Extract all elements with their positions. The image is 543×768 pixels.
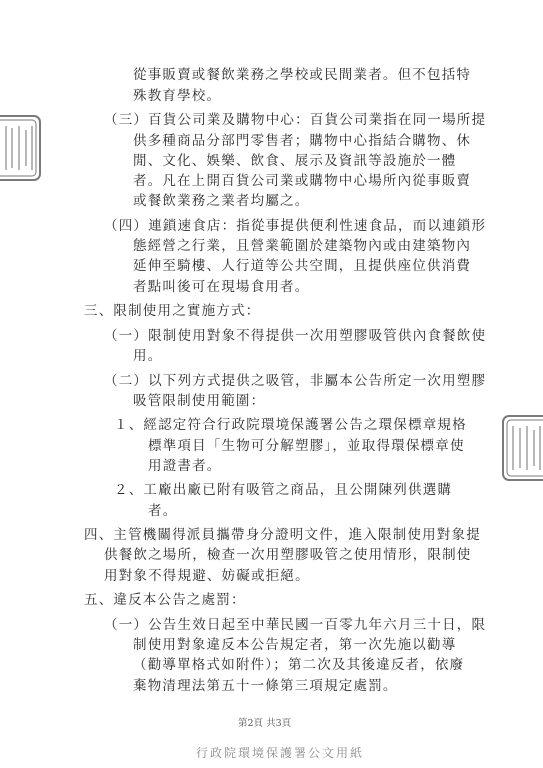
text-line: １、經認定符合行政院環境保護署公告之環保標章規格 [114,417,467,433]
text-line: 四、主管機關得派員攜帶身分證明文件，進入限制使用對象提 [84,527,481,543]
page-number: 第2頁 共3頁 [238,718,292,729]
text-line: （三）百貨公司業及購物中心：百貨公司業指在同一場所提 [104,112,487,128]
text-line: 殊教育學校。 [133,88,222,104]
text-line: 棄物清理法第五十一條第三項規定處罰。 [133,678,398,694]
text-line: 延伸至騎樓、人行道等公共空間，且提供座位供消費 [133,258,472,274]
text-line: 吸管限制使用範圍： [133,393,266,409]
text-line: 三、限制使用之實施方式： [84,303,261,319]
text-line: 閒、文化、娛樂、飲食、展示及資訊等設施於一體 [133,153,457,169]
text-line: 者。凡在上開百貨公司業或購物中心場所內從事販賣 [133,173,472,189]
text-line: （一）限制使用對象不得提供一次用塑膠吸管供內食餐飲使 [104,328,487,344]
left-seal [0,112,44,184]
text-line: （二）以下列方式提供之吸管，非屬本公告所定一次用塑膠 [104,373,487,389]
text-line: ２、工廠出廠已附有吸管之商品，且公開陳列供選購 [114,482,453,498]
right-seal [500,412,543,484]
text-line: 或餐飲業務之業者均屬之。 [133,193,310,209]
text-line: （四）連鎖速食店：指從事提供便利性速食品，而以連鎖形 [104,218,487,234]
paper-title: 行政院環境保護署公文用紙 [196,746,365,760]
text-line: （一）公告生效日起至中華民國一百零九年六月三十日，限 [104,617,487,633]
text-line: 者。 [148,503,178,519]
text-line: 標準項目「生物可分解塑膠」，並取得環保標章使 [148,438,465,454]
text-line: 者點叫後可在現場食用者。 [133,279,310,295]
text-line: 五、違反本公告之處罰： [84,592,246,608]
text-line: 態經營之行業，且營業範圍於建築物內或由建築物內 [133,238,472,254]
text-line: 供多種商品分部門零售者；購物中心指結合購物、休 [133,133,472,149]
text-line: 用。 [133,348,163,364]
text-line: （勸導單格式如附件）；第二次及其後違反者，依廢 [133,657,465,673]
text-line: 從事販賣或餐飲業務之學校或民間業者。但不包括特 [133,67,472,83]
text-line: 用對象不得規避、妨礙或拒絕。 [104,568,310,584]
text-line: 供餐飲之場所，檢查一次用塑膠吸管之使用情形，限制使 [104,547,472,563]
text-line: 制使用對象違反本公告規定者，第一次先施以勸導 [133,637,457,653]
text-line: 用證書者。 [148,458,222,474]
